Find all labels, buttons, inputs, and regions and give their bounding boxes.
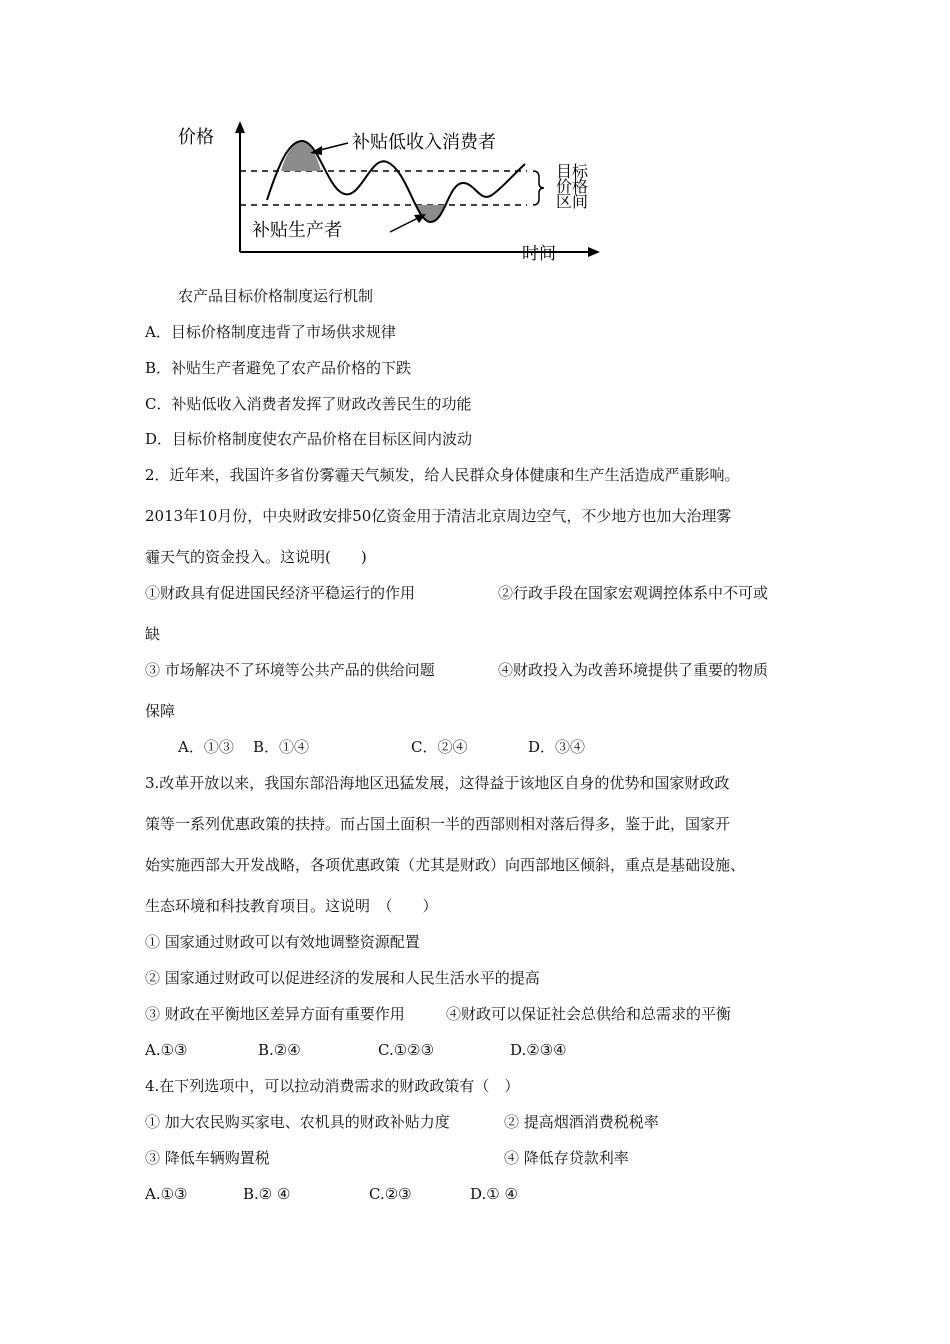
q3-answer-d: D.②③④ <box>510 1041 567 1059</box>
band-label-line-3: 区间 <box>556 192 589 211</box>
q2-answer-d: D．③④ <box>528 738 586 756</box>
q1-option-d: D．目标价格制度使农产品价格在目标区间内波动 <box>145 430 473 448</box>
producer-pointer <box>390 217 420 232</box>
x-axis-arrow <box>588 247 600 257</box>
figure-caption: 农产品目标价格制度运行机制 <box>178 287 374 305</box>
band-label-line-2: 价格 <box>556 177 589 196</box>
q3-item-4: ④财政可以保证社会总供给和总需求的平衡 <box>446 1005 732 1023</box>
q4-answer-a: A.①③ <box>145 1185 188 1203</box>
q1-option-c: C．补贴低收入消费者发挥了财政改善民生的功能 <box>145 395 472 413</box>
q2-item-2: ②行政手段在国家宏观调控体系中不可或 <box>498 584 769 602</box>
q3-item-1: ① 国家通过财政可以有效地调整资源配置 <box>145 933 420 951</box>
q3-answer-b: B.②④ <box>258 1041 301 1059</box>
q3-answer-c: C.①②③ <box>378 1041 435 1059</box>
q2-item-3: ③ 市场解决不了环境等公共产品的供给问题 <box>145 661 435 679</box>
q3-stem-line-2: 策等一系列优惠政策的扶持。而占国土面积一半的西部则相对落后得多，鉴于此，国家开 <box>145 815 731 833</box>
q2-answer-c: C．②④ <box>411 738 468 756</box>
q2-stem-line-1: 2．近年来，我国许多省份雾霾天气频发，给人民群众身体健康和生产生活造成严重影响。 <box>145 466 740 484</box>
q4-item-2: ② 提高烟酒消费税税率 <box>504 1113 659 1131</box>
x-axis-label: 时间 <box>522 244 556 264</box>
y-axis-label: 价格 <box>178 127 214 148</box>
q3-answer-a: A.①③ <box>145 1041 188 1059</box>
q4-stem: 4.在下列选项中，可以拉动消费需求的财政政策有（ ） <box>145 1077 520 1095</box>
q2-item-4-cont: 保障 <box>145 702 176 720</box>
q2-item-2-cont: 缺 <box>145 625 161 643</box>
q4-answer-d: D.① ④ <box>470 1185 518 1203</box>
q4-answer-c: C.②③ <box>369 1185 412 1203</box>
q2-answer-a: A．①③ <box>178 738 234 756</box>
q3-item-2: ② 国家通过财政可以促进经济的发展和人民生活水平的提高 <box>145 969 540 987</box>
q4-answer-b: B.② ④ <box>243 1185 291 1203</box>
y-axis-arrow <box>235 121 245 133</box>
q1-option-a: A．目标价格制度违背了市场供求规律 <box>145 323 396 341</box>
q2-stem-line-2: 2013年10月份，中央财政安排50亿资金用于清洁北京周边空气，不少地方也加大治理雾 <box>145 507 732 525</box>
q4-item-3: ③ 降低车辆购置税 <box>145 1149 270 1167</box>
band-brace <box>533 171 544 205</box>
price-mechanism-diagram <box>170 115 620 270</box>
q3-stem-line-1: 3.改革开放以来，我国东部沿海地区迅猛发展，这得益于该地区自身的优势和国家财政政 <box>145 774 730 792</box>
q1-option-b: B．补贴生产者避免了农产品价格的下跌 <box>145 359 412 377</box>
band-label-line-1: 目标 <box>556 162 589 181</box>
q2-item-1: ①财政具有促进国民经济平稳运行的作用 <box>145 584 416 602</box>
peak-label: 补贴低收入消费者 <box>352 132 496 153</box>
price-mechanism-figure <box>170 115 620 270</box>
q4-item-1: ① 加大农民购买家电、农机具的财政补贴力度 <box>145 1113 450 1131</box>
q3-stem-line-3: 始实施西部大开发战略，各项优惠政策（尤其是财政）向西部地区倾斜，重点是基础设施、 <box>145 856 746 874</box>
q2-stem-line-3: 霾天气的资金投入。这说明( ) <box>145 548 367 566</box>
q3-stem-line-4: 生态环境和科技教育项目。这说明 （ ） <box>145 897 438 915</box>
q3-item-3: ③ 财政在平衡地区差异方面有重要作用 <box>145 1005 405 1023</box>
trough-label: 补贴生产者 <box>252 220 342 241</box>
q2-item-4: ④财政投入为改善环境提供了重要的物质 <box>498 661 769 679</box>
q2-answer-b: B．①④ <box>253 738 310 756</box>
consumer-subsidy-area <box>281 141 321 171</box>
q4-item-4: ④ 降低存贷款利率 <box>504 1149 629 1167</box>
